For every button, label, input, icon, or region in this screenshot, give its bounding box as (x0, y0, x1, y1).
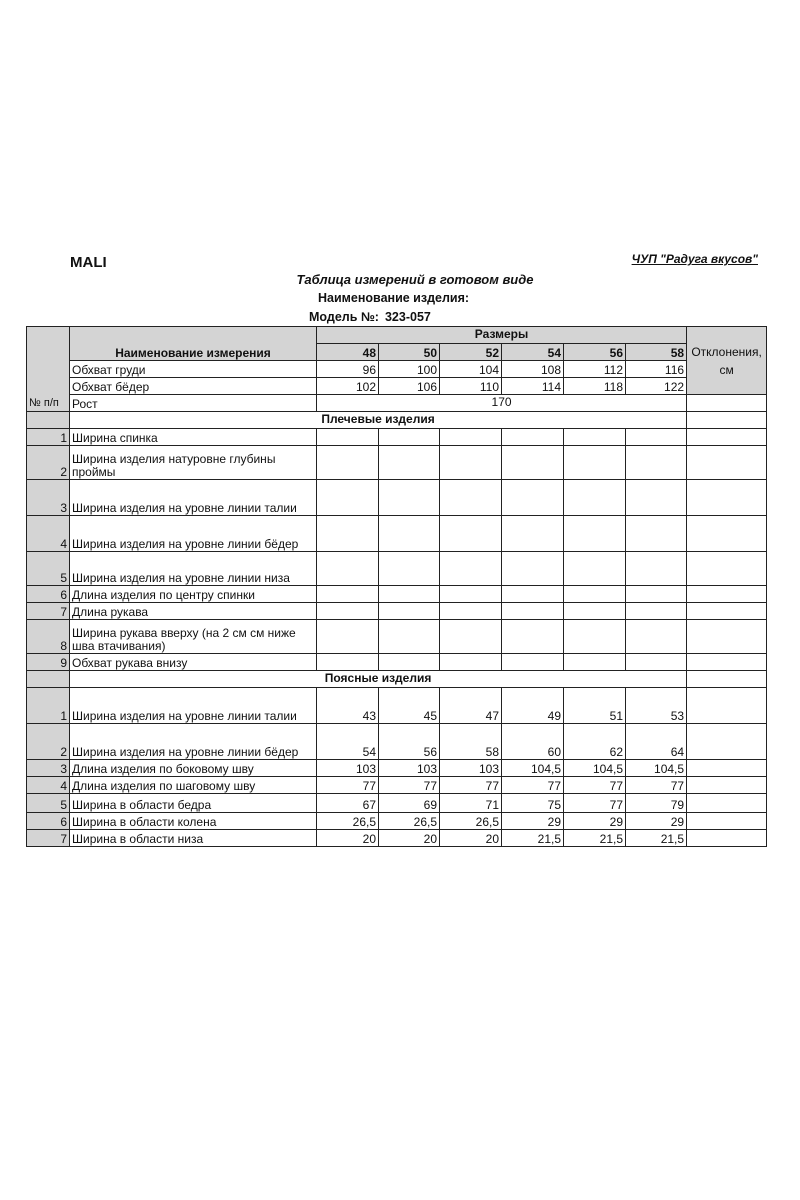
row-number: 1 (27, 429, 70, 446)
row-label: Длина рукава (70, 603, 317, 620)
table-row (27, 760, 767, 777)
size-value-cell: 26,5 (317, 813, 379, 830)
deviation-cell (687, 777, 767, 794)
size-value-cell: 20 (440, 830, 502, 847)
size-value-cell (440, 586, 502, 603)
deviation-cell (687, 586, 767, 603)
size-value-cell (317, 480, 379, 516)
row-number: 5 (27, 552, 70, 586)
size-value-cell (564, 603, 626, 620)
chest-label: Обхват груди (70, 361, 317, 378)
table-row (27, 446, 767, 480)
size-value-cell: 26,5 (440, 813, 502, 830)
row-label: Ширина изделия на уровне линии талии (70, 688, 317, 724)
deviation-cell (687, 813, 767, 830)
height-value: 170 (317, 395, 687, 412)
table-row (27, 654, 767, 671)
size-value-cell (379, 603, 440, 620)
size-value-cell: 21,5 (626, 830, 687, 847)
size-value-cell: 69 (379, 794, 440, 813)
chest-value: 112 (564, 361, 626, 378)
size-value-cell: 77 (626, 777, 687, 794)
hips-value: 118 (564, 378, 626, 395)
deviation-cell (687, 480, 767, 516)
size-value-cell (440, 480, 502, 516)
section-number-cell (27, 412, 70, 429)
size-value-cell (317, 586, 379, 603)
row-label: Ширина изделия на уровне линии талии (70, 480, 317, 516)
section-number-cell (27, 671, 70, 688)
size-value-cell: 77 (502, 777, 564, 794)
row-label: Ширина изделия на уровне линии бёдер (70, 724, 317, 760)
chest-value: 116 (626, 361, 687, 378)
size-value-cell: 49 (502, 688, 564, 724)
size-value-cell (317, 429, 379, 446)
row-label: Ширина изделия натуровне глубины проймы (70, 446, 317, 480)
size-value-cell (564, 480, 626, 516)
deviation-cell (687, 429, 767, 446)
table-row (27, 480, 767, 516)
row-number: 1 (27, 688, 70, 724)
size-value-cell: 79 (626, 794, 687, 813)
size-value-cell: 47 (440, 688, 502, 724)
row-label: Длина изделия по шаговому шву (70, 777, 317, 794)
row-label: Ширина изделия на уровне линии бёдер (70, 516, 317, 552)
size-value-cell (564, 654, 626, 671)
size-value-cell (379, 586, 440, 603)
table-row (27, 688, 767, 724)
size-value-cell: 104,5 (502, 760, 564, 777)
size-value-cell (502, 654, 564, 671)
row-label: Ширина в области низа (70, 830, 317, 847)
size-value-cell (379, 654, 440, 671)
size-header: 50 (379, 344, 440, 361)
deviation-cell (687, 446, 767, 480)
size-value-cell: 56 (379, 724, 440, 760)
size-value-cell: 71 (440, 794, 502, 813)
deviation-cell (687, 688, 767, 724)
size-value-cell (440, 620, 502, 654)
row-label: Обхват рукава внизу (70, 654, 317, 671)
deviation-cell (687, 516, 767, 552)
header-name-column (70, 327, 317, 361)
size-value-cell: 77 (440, 777, 502, 794)
size-value-cell (440, 516, 502, 552)
table-row (27, 552, 767, 586)
table-row (27, 671, 767, 688)
row-label: Ширина рукава вверху (на 2 см см ниже шва втачивания) (70, 620, 317, 654)
header-deviation: Отклонения, см (687, 327, 767, 395)
size-value-cell (626, 654, 687, 671)
row-number: 8 (27, 620, 70, 654)
height-label: Рост (70, 395, 317, 412)
size-value-cell: 20 (317, 830, 379, 847)
size-value-cell (502, 516, 564, 552)
size-value-cell: 29 (502, 813, 564, 830)
deviation-cell (687, 724, 767, 760)
row-number: 4 (27, 516, 70, 552)
size-value-cell: 77 (379, 777, 440, 794)
chest-value: 108 (502, 361, 564, 378)
size-value-cell (379, 446, 440, 480)
deviation-cell (687, 671, 767, 688)
header-name-text: Наименование измерения (115, 345, 271, 360)
brand-name: MALI (70, 254, 107, 271)
size-value-cell (440, 552, 502, 586)
header-number-text: № п/п (29, 396, 59, 409)
hips-label: Обхват бёдер (70, 378, 317, 395)
deviation-cell (687, 830, 767, 847)
row-number: 6 (27, 586, 70, 603)
row-number: 2 (27, 724, 70, 760)
row-label: Длина изделия по центру спинки (70, 586, 317, 603)
shoulder-section-title: Плечевые изделия (70, 412, 687, 429)
row-number: 4 (27, 777, 70, 794)
size-value-cell: 62 (564, 724, 626, 760)
size-value-cell (379, 552, 440, 586)
size-value-cell (440, 654, 502, 671)
size-value-cell: 77 (564, 777, 626, 794)
size-value-cell: 103 (440, 760, 502, 777)
size-value-cell (502, 429, 564, 446)
table-row (27, 813, 767, 830)
size-header: 56 (564, 344, 626, 361)
size-value-cell (626, 480, 687, 516)
size-value-cell: 21,5 (502, 830, 564, 847)
size-value-cell (502, 480, 564, 516)
size-value-cell: 103 (379, 760, 440, 777)
document-title: Таблица измерений в готовом виде (296, 272, 534, 287)
row-number: 2 (27, 446, 70, 480)
company-name: ЧУП "Радуга вкусов" (631, 252, 758, 266)
row-label: Ширина изделия на уровне линии низа (70, 552, 317, 586)
size-value-cell: 60 (502, 724, 564, 760)
deviation-cell (687, 620, 767, 654)
size-value-cell (317, 552, 379, 586)
size-value-cell (317, 516, 379, 552)
size-value-cell (502, 586, 564, 603)
size-value-cell (317, 620, 379, 654)
size-value-cell (317, 654, 379, 671)
size-value-cell (626, 620, 687, 654)
size-value-cell: 20 (379, 830, 440, 847)
size-value-cell (502, 552, 564, 586)
size-value-cell (564, 516, 626, 552)
row-label: Ширина в области колена (70, 813, 317, 830)
size-value-cell (626, 603, 687, 620)
row-label: Длина изделия по боковому шву (70, 760, 317, 777)
hips-value: 122 (626, 378, 687, 395)
table-row (27, 620, 767, 654)
size-value-cell: 58 (440, 724, 502, 760)
product-name-label: Наименование изделия: (318, 291, 470, 305)
size-value-cell (317, 603, 379, 620)
deviation-cell (687, 794, 767, 813)
row-number: 7 (27, 603, 70, 620)
size-value-cell (317, 446, 379, 480)
header-number-column (27, 327, 70, 412)
size-value-cell: 77 (317, 777, 379, 794)
table-row (27, 724, 767, 760)
size-value-cell (502, 446, 564, 480)
size-value-cell: 104,5 (626, 760, 687, 777)
size-header: 52 (440, 344, 502, 361)
hips-value: 106 (379, 378, 440, 395)
model-number: 323-057 (384, 310, 431, 324)
size-value-cell (440, 603, 502, 620)
size-value-cell: 103 (317, 760, 379, 777)
size-value-cell (626, 429, 687, 446)
table-row (27, 777, 767, 794)
size-value-cell: 54 (317, 724, 379, 760)
size-header: 48 (317, 344, 379, 361)
row-number: 5 (27, 794, 70, 813)
deviation-cell (687, 760, 767, 777)
size-value-cell (626, 552, 687, 586)
size-value-cell: 75 (502, 794, 564, 813)
hips-value: 102 (317, 378, 379, 395)
hips-value: 110 (440, 378, 502, 395)
table-row (27, 516, 767, 552)
size-value-cell (626, 516, 687, 552)
row-number: 3 (27, 760, 70, 777)
size-value-cell (379, 620, 440, 654)
size-header: 58 (626, 344, 687, 361)
deviation-cell (687, 603, 767, 620)
table-row (27, 794, 767, 813)
header-sizes: Размеры (317, 327, 687, 344)
size-value-cell: 26,5 (379, 813, 440, 830)
size-value-cell: 43 (317, 688, 379, 724)
size-value-cell: 51 (564, 688, 626, 724)
size-value-cell (502, 603, 564, 620)
size-value-cell: 67 (317, 794, 379, 813)
chest-value: 100 (379, 361, 440, 378)
size-value-cell: 64 (626, 724, 687, 760)
deviation-cell (687, 552, 767, 586)
deviation-cell (687, 412, 767, 429)
row-label: Ширина в области бедра (70, 794, 317, 813)
table-row (27, 830, 767, 847)
size-value-cell: 77 (564, 794, 626, 813)
table-row (27, 429, 767, 446)
row-number: 7 (27, 830, 70, 847)
size-value-cell (564, 552, 626, 586)
row-number: 9 (27, 654, 70, 671)
waist-section-title: Поясные изделия (70, 671, 687, 688)
chest-value: 104 (440, 361, 502, 378)
size-value-cell (440, 446, 502, 480)
size-value-cell (564, 446, 626, 480)
size-value-cell (379, 429, 440, 446)
size-value-cell: 29 (564, 813, 626, 830)
table-row (27, 603, 767, 620)
size-value-cell (379, 480, 440, 516)
size-value-cell: 53 (626, 688, 687, 724)
size-value-cell (379, 516, 440, 552)
chest-value: 96 (317, 361, 379, 378)
size-value-cell (502, 620, 564, 654)
size-header: 54 (502, 344, 564, 361)
table-row (27, 586, 767, 603)
hips-value: 114 (502, 378, 564, 395)
size-value-cell (564, 586, 626, 603)
row-number: 3 (27, 480, 70, 516)
model-label: Модель №: (309, 310, 379, 324)
model-line (309, 310, 431, 324)
size-value-cell: 104,5 (564, 760, 626, 777)
measurement-table (26, 326, 767, 847)
size-value-cell: 29 (626, 813, 687, 830)
deviation-cell (687, 654, 767, 671)
row-label: Ширина спинка (70, 429, 317, 446)
size-value-cell: 21,5 (564, 830, 626, 847)
size-value-cell (626, 586, 687, 603)
deviation-cell (687, 395, 767, 412)
size-value-cell (564, 620, 626, 654)
row-number: 6 (27, 813, 70, 830)
size-value-cell: 45 (379, 688, 440, 724)
size-value-cell (564, 429, 626, 446)
size-value-cell (626, 446, 687, 480)
size-value-cell (440, 429, 502, 446)
